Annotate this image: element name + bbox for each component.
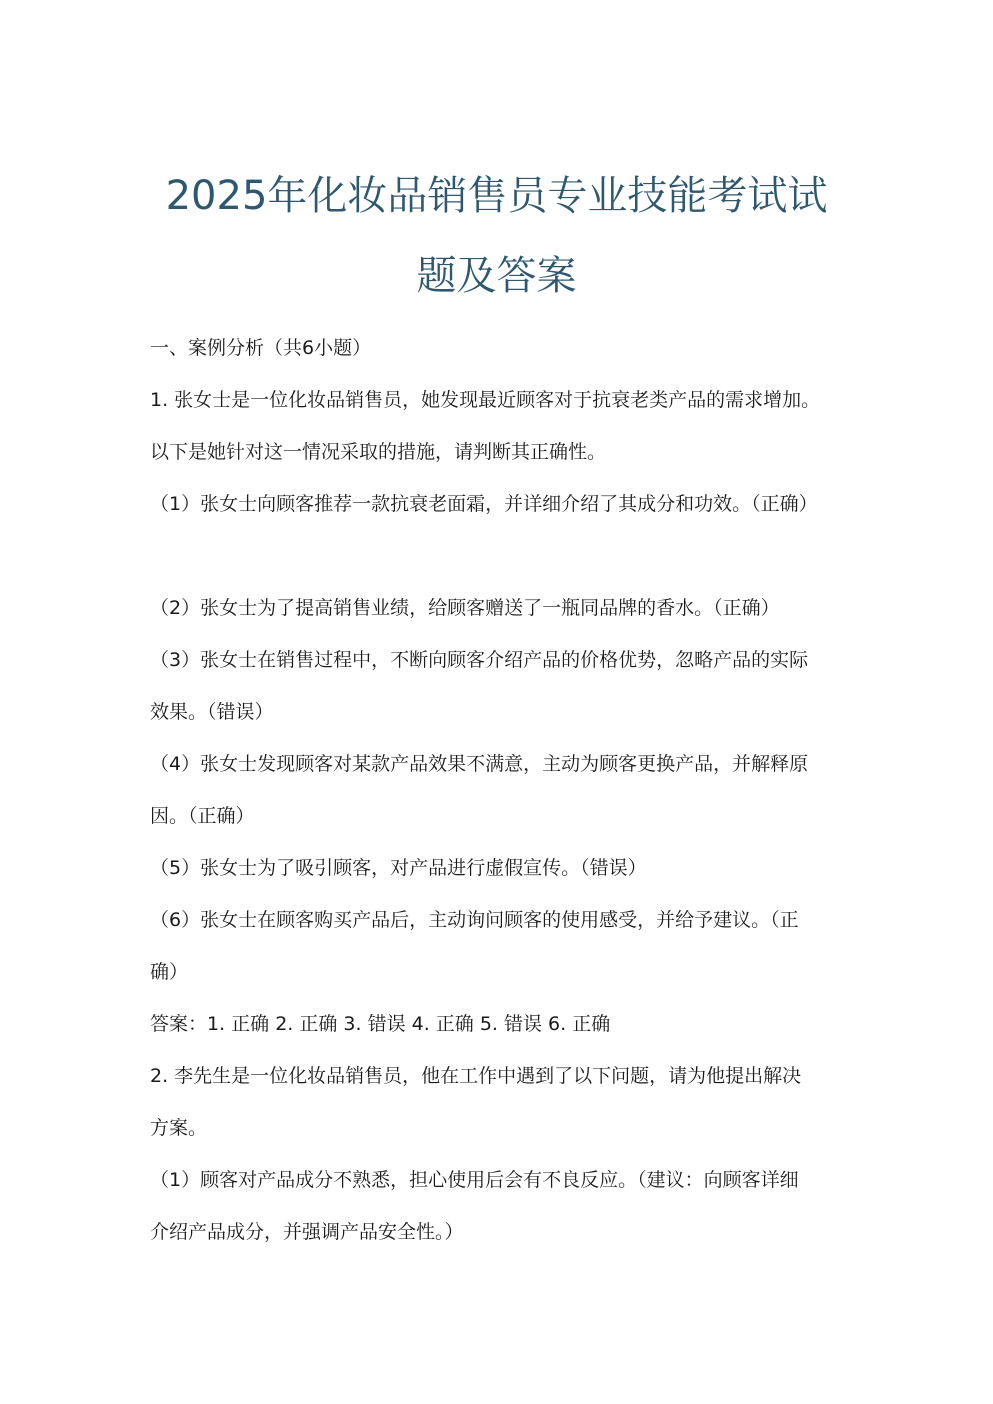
q2-item-1-line-1: （1）顾客对产品成分不熟悉，担心使用后会有不良反应。（建议：向顾客详细 bbox=[150, 1169, 799, 1191]
q1-answer: 答案：1. 正确 2. 正确 3. 错误 4. 正确 5. 错误 6. 正确 bbox=[150, 1013, 611, 1035]
q1-item-6-line-2: 确） bbox=[150, 961, 189, 983]
q1-item-3-line-2: 效果。（错误） bbox=[150, 701, 274, 723]
q1-item-4-line-2: 因。（正确） bbox=[150, 805, 255, 827]
q2-stem-line-2: 方案。 bbox=[150, 1117, 208, 1139]
q2-stem-line-1: 2. 李先生是一位化妆品销售员，他在工作中遇到了以下问题，请为他提出解决 bbox=[150, 1065, 802, 1087]
q1-item-1: （1）张女士向顾客推荐一款抗衰老面霜，并详细介绍了其成分和功效。（正确） bbox=[150, 493, 818, 515]
q1-stem-line-1: 1. 张女士是一位化妆品销售员，她发现最近顾客对于抗衰老类产品的需求增加。 bbox=[150, 389, 821, 411]
q2-item-1-line-2: 介绍产品成分，并强调产品安全性。） bbox=[150, 1221, 464, 1243]
document-title-line-1: 2025年化妆品销售员专业技能考试试 bbox=[165, 173, 828, 219]
q1-stem-line-2: 以下是她针对这一情况采取的措施，请判断其正确性。 bbox=[150, 441, 607, 463]
section-heading: 一、案例分析（共6小题） bbox=[150, 337, 372, 359]
q1-item-2: （2）张女士为了提高销售业绩，给顾客赠送了一瓶同品牌的香水。（正确） bbox=[150, 597, 780, 619]
q1-item-4-line-1: （4）张女士发现顾客对某款产品效果不满意，主动为顾客更换产品，并解释原 bbox=[150, 753, 809, 775]
q1-item-3-line-1: （3）张女士在销售过程中，不断向顾客介绍产品的价格优势，忽略产品的实际 bbox=[150, 649, 809, 671]
document-title-line-2: 题及答案 bbox=[416, 253, 577, 299]
q1-item-6-line-1: （6）张女士在顾客购买产品后，主动询问顾客的使用感受，并给予建议。（正 bbox=[150, 909, 799, 931]
q1-item-5: （5）张女士为了吸引顾客，对产品进行虚假宣传。（错误） bbox=[150, 857, 647, 879]
